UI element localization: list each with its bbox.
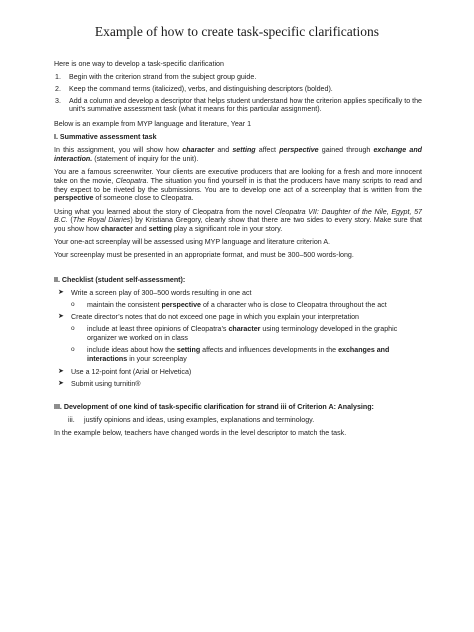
checklist-item: ➤ Create director’s notes that do not exceed one page in which you explain your interpretation [54, 313, 422, 322]
list-text: Add a column and develop a descriptor that helps student understand how the criterion applies specifically to the unit’s summative assessment task (what it means for this particular assignment). [69, 96, 422, 114]
list-item [54, 97, 422, 114]
list-item [54, 73, 422, 82]
paragraph-inquiry: In this assignment, you will show how character and setting affect perspective gained through exchange and interaction. (statement of inquiry for the unit). [54, 146, 422, 164]
strand-item [54, 416, 422, 425]
strand-text: justify opinions and ideas, using examples, explanations and terminology. [84, 416, 315, 425]
circle-bullet-icon: o [71, 324, 75, 332]
list-number: 2. [55, 84, 61, 93]
paragraph-format: Your screenplay must be presented in an appropriate format, and must be 300–500 words-long. [54, 251, 354, 260]
arrow-bullet-icon: ➤ [58, 380, 64, 388]
circle-bullet-icon: o [71, 346, 75, 354]
checklist-subitem: o include ideas about how the setting affects and influences developments in the exchanges and interactions in your screenplay [71, 346, 390, 364]
list-text: Keep the command terms (italicized), verbs, and distinguishing descriptors (bolded). [69, 84, 333, 93]
section-heading-checklist: II. Checklist (student self-assessment): [54, 275, 186, 284]
closing-text: In the example below, teachers have changed words in the level descriptor to match the task. [54, 429, 347, 438]
document-body [54, 60, 422, 442]
list-number: 3. [55, 96, 61, 105]
list-number: 1. [55, 73, 61, 82]
steps-list [54, 73, 422, 114]
checklist-subitem: o maintain the consistent perspective of a character who is close to Cleopatra throughout the act [71, 300, 387, 309]
document-title: Example of how to create task-specific clarifications [94, 24, 380, 39]
strand-number: iii. [68, 416, 75, 425]
checklist-item: ➤ Use a 12-point font (Arial or Helvetica) [54, 368, 422, 377]
paragraph-scenario: You are a famous screenwriter. Your clients are executive producers that are looking for a fresh and more innocent take on the movie, Cleopatra. The situation you find yourself in is that the producers have many scripts to read and they expect to be riveted by the submissions. You are to develop one act of a screenplay that is written from the perspective of someone close to Cleopatra. [54, 168, 422, 203]
checklist-item: ➤ Write a screen play of 300–500 words resulting in one act [54, 289, 422, 298]
circle-bullet-icon: o [71, 300, 75, 308]
paragraph-novel: Using what you learned about the story of Cleopatra from the novel Cleopatra VII: Daughter of the Nile, Egypt, 57 B.C. (The Royal Diaries) by Kristiana Gregory, clearly show that there are two sides to every story. Make sure that you show how character and setting play a significant role in your story. [54, 207, 422, 234]
section-heading-development: III. Development of one kind of task-specific clarification for strand iii of Criterion A: Analysing: [54, 403, 374, 412]
example-intro: Below is an example from MYP language and literature, Year 1 [54, 120, 252, 129]
arrow-bullet-icon: ➤ [58, 313, 64, 321]
intro-text: Here is one way to develop a task-specific clarification [54, 60, 224, 68]
arrow-bullet-icon: ➤ [58, 367, 64, 375]
checklist-item: ➤ Submit using turnitin® [54, 380, 422, 389]
list-text: Begin with the criterion strand from the subject group guide. [69, 73, 257, 82]
checklist-subitem: o include at least three opinions of Cleopatra’s character using terminology developed in the graphic organizer we worked on in class [71, 324, 398, 342]
section-heading-task: I. Summative assessment task [54, 133, 157, 142]
arrow-bullet-icon: ➤ [58, 288, 64, 296]
paragraph-assessment: Your one-act screenplay will be assessed using MYP language and literature criterion A. [54, 238, 331, 247]
list-item [54, 85, 422, 94]
